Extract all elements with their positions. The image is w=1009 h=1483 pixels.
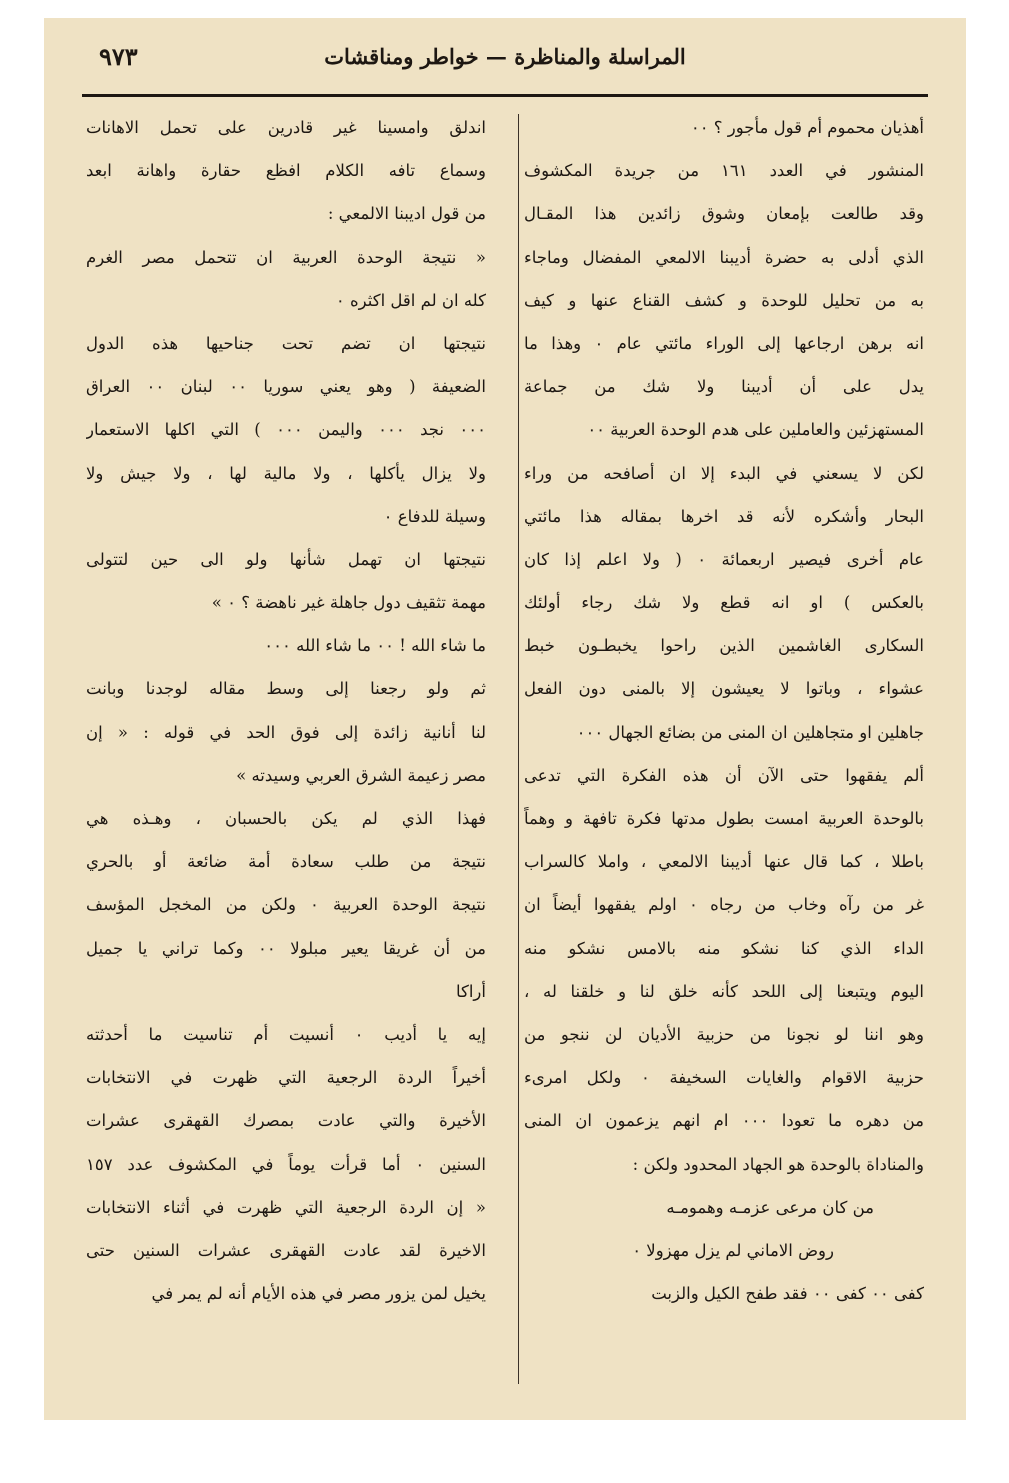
text-line: كفى ٠٠ كفى ٠٠ فقد طفح الكيل والزبت	[651, 1284, 924, 1304]
text-line: من أن غريقا يعير مبلولا ٠٠ وكما تراني يا جميل	[86, 938, 486, 958]
text-line: اندلق وامسينا غير قادرين على تحمل الاهانات	[86, 118, 486, 137]
text-line: اليوم ويتبعنا إلى اللحد كأنه خلق لنا و خلقنا له ،	[524, 981, 924, 1001]
text-line: الاخيرة لقد عادت القهقرى عشرات السنين حتى	[86, 1240, 486, 1260]
right-column	[524, 106, 924, 1315]
text-line: السنين ٠ أما قرأت يوماً في المكشوف عدد ١٥٧	[86, 1154, 486, 1174]
text-line: ألم يفقهوا حتى الآن أن هذه الفكرة التي تدعى	[524, 765, 924, 785]
text-line: مصر زعيمة الشرق العربي وسيدته »	[236, 765, 486, 785]
text-line: لنا أنانية زائدة إلى فوق الحد في قوله : « إن	[86, 722, 486, 742]
text-line: يخيل لمن يزور مصر في هذه الأيام أنه لم يمر في	[151, 1284, 486, 1304]
page-number: ٩٧٣	[99, 42, 138, 71]
text-line: من قول اديبنا الالمعي :	[327, 204, 486, 224]
text-line: باطلا ، كما قال عنها أديبنا الالمعي ، واملا كالسراب	[524, 852, 924, 872]
text-line: وهو اننا لو نجونا من حزبية الأديان لن ننجو من	[524, 1024, 924, 1044]
text-line: حزبية الاقوام والغايات السخيفة ٠ ولكل امرىء	[524, 1068, 924, 1088]
text-line: « نتيجة الوحدة العربية ان تتحمل مصر الغرم	[86, 247, 486, 267]
text-line: الضعيفة ( وهو يعني سوريا ٠٠ لبنان ٠٠ العراق	[86, 377, 486, 397]
page-header	[44, 18, 966, 98]
text-line: الذي أدلى به حضرة أديبنا الالمعي المفضال وماجاء	[524, 247, 924, 267]
text-line: عشواء ، وباتوا لا يعيشون إلا بالمنى دون الفعل	[524, 679, 924, 699]
header-rule	[82, 94, 928, 97]
text-line: مهمة تثقيف دول جاهلة غير ناهضة ؟ ٠ »	[211, 593, 486, 613]
text-line: السكارى الغاشمين الذين راحوا يخبطـون خبط	[524, 636, 924, 656]
text-line: المستهزئين والعاملين على هدم الوحدة العربية ٠٠	[587, 420, 924, 440]
text-line: بالوحدة العربية امست بطول مدتها فكرة تافهة و وهماً	[524, 809, 924, 828]
text-line: ثم ولو رجعنا إلى وسط مقاله لوجدنا وبانت	[86, 679, 486, 699]
text-line: روض الاماني لم يزل مهزولا ٠	[632, 1240, 834, 1260]
text-line: نتيجتها ان تضم تحت جناحيها هذه الدول	[86, 333, 486, 353]
text-line: غر من رآه وخاب من رجاه ٠ اولم يفقهوا أيضاً ان	[524, 895, 924, 915]
text-line: وسيلة للدفاع ٠	[383, 506, 486, 526]
text-line: « إن الردة الرجعية التي ظهرت في أثناء الانتخابات	[86, 1197, 486, 1217]
text-line: ما شاء الله ! ٠٠ ما شاء الله ٠٠٠	[264, 636, 486, 656]
text-line: إيه يا أديب ٠ أنسيت أم تناسيت ما أحدثته	[86, 1024, 486, 1044]
text-line: الأخيرة والتي عادت بمصرك القهقرى عشرات	[86, 1111, 486, 1131]
text-line: نتيجتها ان تهمل شأنها ولو الى حين لتتولى	[86, 549, 486, 569]
text-line: كله ان لم اقل اكثره ٠	[335, 290, 486, 310]
text-line: ٠٠٠ نجد ٠٠٠ واليمن ٠٠٠ ) التي اكلها الاستعمار	[86, 420, 486, 440]
text-line: عام أخرى فيصير اربعمائة ٠ ( ولا اعلم إذا كان	[524, 549, 924, 569]
text-line: انه برهن ارجاعها إلى الوراء مائتي عام ٠ وهذا ما	[524, 333, 924, 353]
text-line: من كان مرعى عزمـه وهمومـه	[666, 1197, 874, 1217]
left-column	[86, 106, 486, 1315]
text-line: جاهلين او متجاهلين ان المنى من بضائع الجهال ٠٠٠	[576, 722, 924, 742]
text-line: أراكا	[455, 981, 486, 1001]
column-divider	[518, 114, 519, 1384]
text-line: نتيجة من طلب سعادة أمة ضائعة أو بالحري	[86, 852, 486, 872]
text-line: به من تحليل للوحدة و كشف القناع عنها و كيف	[524, 290, 924, 310]
text-line: الداء الذي كنا نشكو منه بالامس نشكو منه	[524, 938, 924, 958]
text-line: بالعكس ) او انه قطع ولا شك رجاء أولئك	[524, 593, 924, 613]
text-line: أخيراً الردة الرجعية التي ظهرت في الانتخابات	[86, 1068, 486, 1088]
text-line: نتيجة الوحدة العربية ٠ ولكن من المخجل المؤسف	[86, 895, 486, 915]
text-line: ولا يزال يأكلها ، ولا مالية لها ، ولا جيش ولا	[86, 463, 486, 483]
text-line: من دهره ما تعودا ٠٠٠ ام انهم يزعمون ان المنى	[524, 1111, 924, 1131]
text-line: والمناداة بالوحدة هو الجهاد المحدود ولكن :	[632, 1154, 924, 1174]
text-line: البحار وأشكره لأنه قد اخرها بمقاله هذا مائتي	[524, 506, 924, 526]
text-line: أهذيان محموم أم قول مأجور ؟ ٠٠	[690, 118, 924, 137]
text-line: فهذا الذي لم يكن بالحسبان ، وهـذه هي	[86, 809, 486, 828]
running-title: المراسلة والمناظرة — خواطر ومناقشات	[324, 44, 686, 69]
text-line: المنشور في العدد ١٦١ من جريدة المكشوف	[524, 161, 924, 181]
text-line: وسماع تافه الكلام افظع حقارة واهانة ابعد	[86, 161, 486, 181]
text-line: لكن لا يسعني في البدء إلا ان أصافحه من وراء	[524, 463, 924, 483]
book-page	[44, 18, 966, 1420]
text-line: يدل على أن أديبنا ولا شك من جماعة	[524, 377, 924, 397]
text-line: وقد طالعت بإمعان وشوق زائدين هذا المقـال	[524, 204, 924, 224]
